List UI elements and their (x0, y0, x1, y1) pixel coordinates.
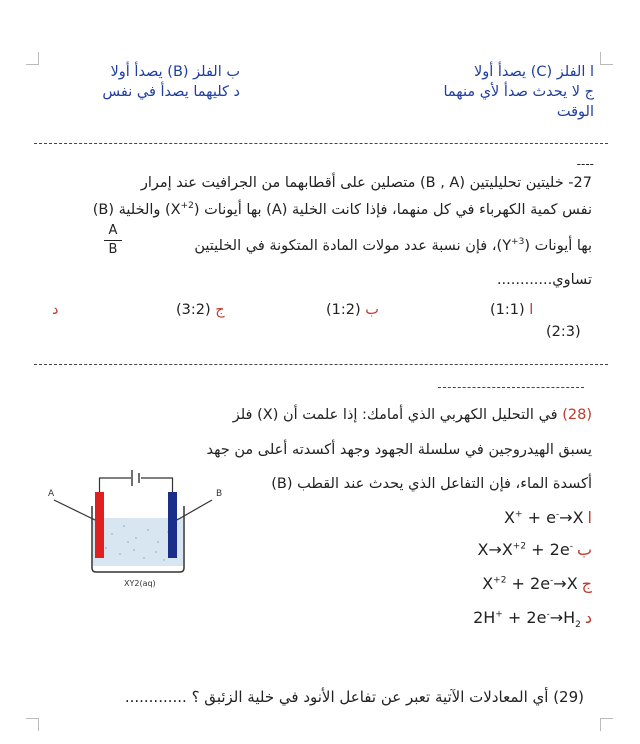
q28-equation-b-letter: ب (576, 540, 592, 559)
corner-mark-bottom-right (600, 718, 613, 731)
q27-option-d-value: (2:3) (546, 324, 581, 340)
q27-option-a-value: (1:1) (490, 302, 525, 318)
q27-option-a (490, 300, 533, 320)
q27-line-1: 27- خليتين تحليليتين (B , A) متصلين على أقطابهما من الجرافيت عند إمرار (140, 175, 592, 191)
separator-line-short (438, 387, 584, 388)
q26-option-d: د كليهما يصدأ في نفس (102, 84, 240, 100)
q27-option-c (176, 300, 225, 320)
corner-mark-top-left (26, 52, 39, 65)
q27-line-3-post: )، فإن نسبة عدد مولات المادة المتكونة في الخليتين (194, 237, 503, 254)
q27-option-c-letter: ج (215, 302, 225, 318)
pointer-a (54, 500, 95, 520)
corner-mark-bottom-left (26, 718, 39, 731)
circuit-wire (100, 478, 173, 492)
q27-line-2-post: ) والخلية (B) (92, 201, 171, 218)
q28-equation-c: $X^{+2} + 2e^-\to X$ ج (482, 574, 592, 593)
q27-option-b-letter: ب (365, 302, 379, 318)
corner-mark-top-right (600, 52, 613, 65)
q26-option-b: ب الفلز (B) يصدأ أولا (110, 64, 240, 80)
q28-equation-d-letter: د (584, 608, 592, 627)
q28-equation-a-letter: ا (587, 508, 592, 527)
q26-option-c-continued: الوقت (556, 104, 594, 120)
q27-fraction-numerator: A (108, 223, 118, 238)
electrolysis-cell-diagram (40, 468, 240, 590)
q27-option-b (326, 300, 379, 320)
q28-line-2: يسبق الهيدروجين في سلسلة الجهود وجهد أكسدته أعلى من جهد (206, 442, 592, 458)
separator-line-2 (34, 364, 608, 365)
label-a: A (48, 489, 55, 499)
q27-fraction (104, 222, 122, 259)
electrode-a (95, 492, 104, 558)
q28-equation-d: $2H^+ + 2e^-\to H_2$ د (473, 608, 592, 631)
q27-line-4: تساوي............ (496, 272, 592, 288)
q26-option-a: ا الفلز (C) يصدأ أولا (473, 64, 594, 80)
q27-option-a-letter: ا (529, 302, 534, 318)
label-b: B (216, 489, 223, 499)
q27-line-2-charge: +2 (180, 201, 194, 211)
pointer-b (177, 500, 212, 520)
q26-option-c: ج لا يحدث صدأ لأي منهما (443, 84, 594, 100)
q29-text: (29) أي المعادلات الآتية تعبر عن تفاعل الأنود في خلية الزئبق ؟ ............. (124, 688, 584, 706)
q27-line-2 (22, 196, 592, 220)
separator-line (34, 143, 608, 144)
q28-equation-a: X+ + e-→X ا (503, 508, 592, 527)
q27-line-3 (172, 232, 592, 256)
q27-option-c-value: (3:2) (176, 302, 211, 318)
q27-fraction-denominator: B (108, 242, 118, 257)
short-dash-mark: ---- (576, 157, 594, 171)
q28-number: (28) (562, 407, 592, 423)
q28-line-1 (92, 405, 592, 425)
electrode-b (168, 492, 177, 558)
q27-line-3-pre: بها أيونات (Y (502, 237, 592, 254)
q27-option-d-letter: د (52, 302, 59, 318)
q27-line-2-pre: نفس كمية الكهرباء في كل منهما، فإذا كانت الخلية (A) بها أيونات (X (170, 201, 592, 218)
q27-line-3-charge: +3 (511, 237, 525, 247)
q28-line-3: أكسدة الماء، فإن التفاعل الذي يحدث عند القطب (B) (271, 476, 592, 492)
q28-equation-b: $X\to X^{+2} + 2e^-$ ب (477, 540, 592, 559)
q27-option-b-value: (1:2) (326, 302, 361, 318)
solution-label: XY2(aq) (124, 579, 156, 588)
q28-line-1-text: في التحليل الكهربي الذي أمامك: إذا علمت أن (X) فلز (232, 407, 558, 423)
q28-equation-c-letter: ج (581, 574, 592, 593)
